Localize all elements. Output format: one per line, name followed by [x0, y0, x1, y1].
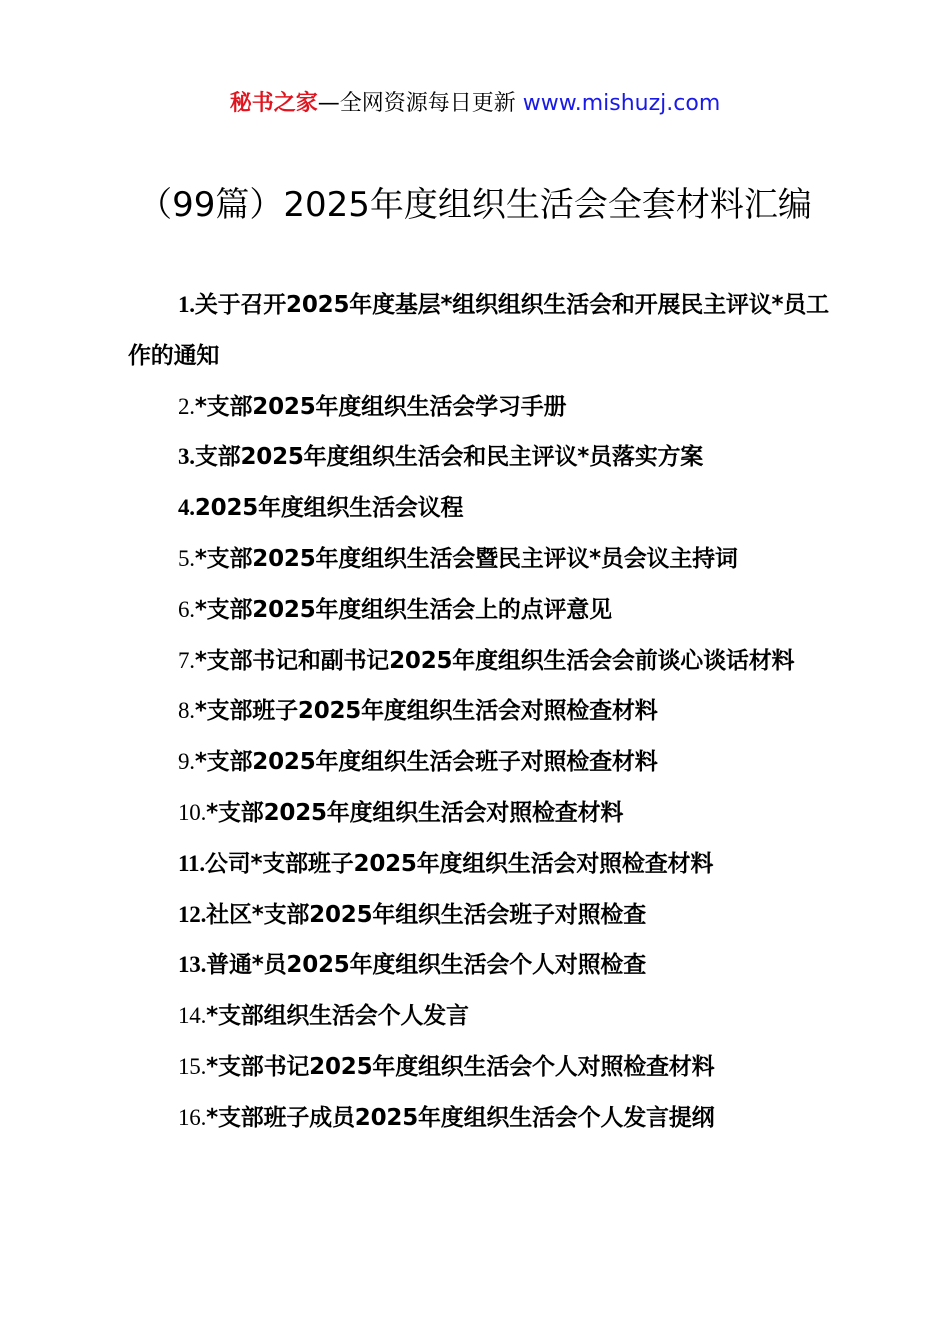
toc-item-text: 普通*员2025年度组织生活会个人对照检查	[206, 952, 646, 979]
toc-item-number: 3.	[178, 444, 195, 470]
toc-item-text: *支部2025年度组织生活会对照检查材料	[206, 799, 624, 826]
toc-item-text: *支部2025年度组织生活会班子对照检查材料	[194, 749, 658, 776]
toc-item-text: *支部2025年度组织生活会暨民主评议*员会议主持词	[194, 545, 738, 572]
toc-item-number: 15.	[178, 1053, 207, 1079]
toc-item-text: 支部2025年度组织生活会和民主评议*员落实方案	[194, 444, 704, 471]
toc-item-number: 10.	[178, 799, 207, 825]
toc-item-7	[128, 636, 838, 687]
toc-item-number: 13.	[178, 952, 207, 978]
toc-item-number: 1.	[178, 292, 195, 317]
toc-item-text: *支部班子2025年度组织生活会对照检查材料	[194, 698, 658, 725]
toc-item-number: 2.	[178, 393, 195, 419]
toc-item-9	[128, 737, 838, 788]
toc-item-text: *支部班子成员2025年度组织生活会个人发言提纲	[206, 1104, 715, 1131]
toc-item-text: *支部组织生活会个人发言	[206, 1003, 469, 1030]
toc-item-1	[128, 280, 838, 382]
toc-item-number: 12.	[178, 901, 207, 927]
toc-item-2	[128, 382, 838, 433]
toc-item-3	[128, 432, 838, 483]
toc-item-8	[128, 686, 838, 737]
table-of-contents	[128, 280, 838, 1144]
toc-item-number: 6.	[178, 596, 195, 622]
toc-item-text: 2025年度组织生活会议程	[194, 495, 464, 522]
toc-item-text: *支部书记和副书记2025年度组织生活会会前谈心谈话材料	[194, 647, 795, 674]
toc-item-10	[128, 788, 838, 839]
site-url-link[interactable]: www.mishuzj.com	[522, 91, 721, 116]
toc-item-number: 4.	[178, 495, 195, 521]
toc-item-text: 社区*支部2025年组织生活会班子对照检查	[206, 901, 646, 928]
toc-item-12	[128, 890, 838, 941]
toc-item-number: 8.	[178, 698, 195, 724]
toc-item-text: *支部2025年度组织生活会上的点评意见	[194, 596, 612, 623]
toc-item-number: 14.	[178, 1003, 207, 1029]
toc-item-16	[128, 1093, 838, 1144]
toc-item-4	[128, 483, 838, 534]
toc-item-text: *支部2025年度组织生活会学习手册	[194, 393, 567, 420]
toc-item-number: 9.	[178, 749, 195, 775]
toc-item-number: 16.	[178, 1104, 207, 1130]
toc-item-11	[128, 839, 838, 890]
header-tagline: —全网资源每日更新	[317, 91, 523, 116]
toc-item-number: 11.	[178, 850, 205, 876]
toc-item-6	[128, 585, 838, 636]
document-title: （99篇）2025年度组织生活会全套材料汇编	[138, 185, 812, 225]
toc-item-number: 5.	[178, 545, 195, 571]
toc-item-text: 公司*支部班子2025年度组织生活会对照检查材料	[204, 850, 714, 877]
brand-name: 秘书之家	[229, 91, 318, 116]
toc-item-14	[128, 991, 838, 1042]
toc-item-text: *支部书记2025年度组织生活会个人对照检查材料	[206, 1053, 715, 1080]
toc-item-13	[128, 940, 838, 991]
site-header	[0, 88, 950, 120]
toc-item-15	[128, 1042, 838, 1093]
toc-item-5	[128, 534, 838, 585]
toc-item-number: 7.	[178, 647, 195, 673]
toc-item-text: 关于召开2025年度基层*组织组织生活会和开展民主评议*员工作的通知	[128, 292, 829, 369]
